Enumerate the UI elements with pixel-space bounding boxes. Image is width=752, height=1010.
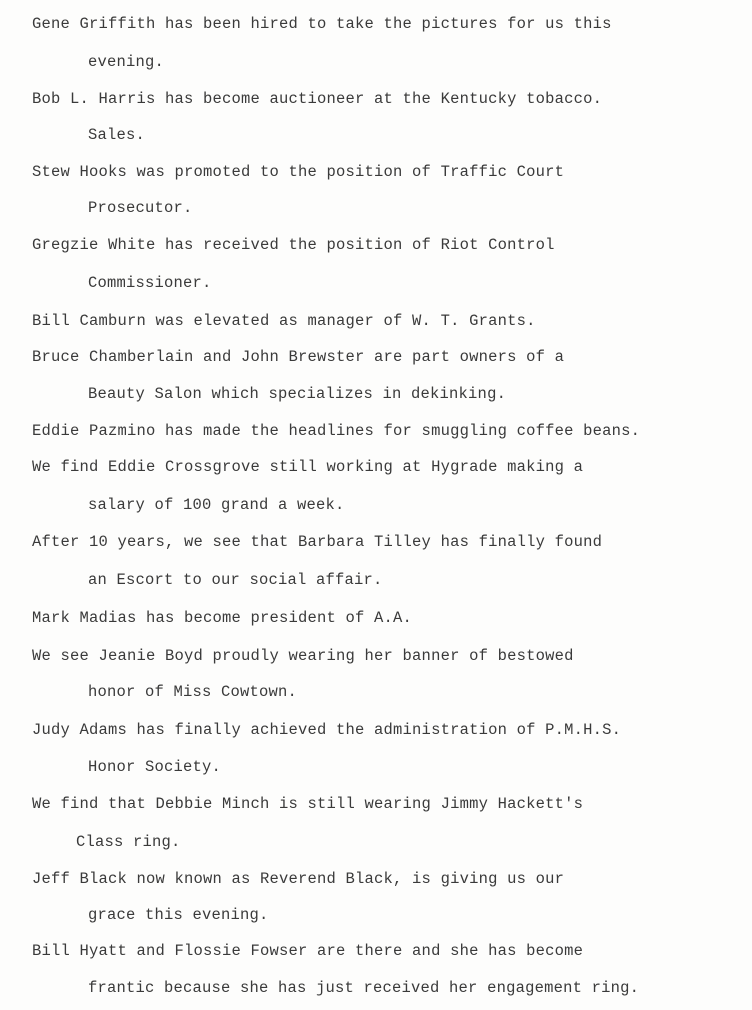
entry-14-line-2: grace this evening.	[88, 906, 269, 924]
entry-13-line-1: We find that Debbie Minch is still wearing Jimmy Hackett's	[32, 795, 584, 813]
entry-14-line-1: Jeff Black now known as Reverend Black, is giving us our	[32, 870, 565, 888]
entry-1-line-1: Gene Griffith has been hired to take the pictures for us this	[32, 15, 612, 33]
entry-9-line-2: an Escort to our social affair.	[88, 571, 383, 589]
entry-5-line-1: Bill Camburn was elevated as manager of W. T. Grants.	[32, 312, 536, 330]
entry-3-line-2: Prosecutor.	[88, 199, 193, 217]
entry-15-line-2: frantic because she has just received her engagement ring.	[88, 979, 640, 997]
entry-11-line-2: honor of Miss Cowtown.	[88, 683, 298, 701]
entry-11-line-1: We see Jeanie Boyd proudly wearing her banner of bestowed	[32, 647, 574, 665]
entry-1-line-2: evening.	[88, 53, 165, 71]
entry-6-line-1: Bruce Chamberlain and John Brewster are part owners of a	[32, 348, 565, 366]
entry-3-line-1: Stew Hooks was promoted to the position of Traffic Court	[32, 163, 565, 181]
entry-8-line-1: We find Eddie Crossgrove still working at Hygrade making a	[32, 458, 584, 476]
entry-7-line-1: Eddie Pazmino has made the headlines for smuggling coffee beans.	[32, 422, 641, 440]
entry-9-line-1: After 10 years, we see that Barbara Tilley has finally found	[32, 533, 603, 551]
entry-6-line-2: Beauty Salon which specializes in dekinking.	[88, 385, 507, 403]
entry-2-line-2: Sales.	[88, 126, 146, 144]
entry-4-line-1: Gregzie White has received the position of Riot Control	[32, 236, 555, 254]
entry-4-line-2: Commissioner.	[88, 274, 212, 292]
entry-8-line-2: salary of 100 grand a week.	[88, 496, 345, 514]
entry-13-line-2: Class ring.	[76, 833, 181, 851]
entry-15-line-1: Bill Hyatt and Flossie Fowser are there and she has become	[32, 942, 584, 960]
entry-12-line-1: Judy Adams has finally achieved the administration of P.M.H.S.	[32, 721, 622, 739]
entry-2-line-1: Bob L. Harris has become auctioneer at the Kentucky tobacco.	[32, 90, 603, 108]
entry-10-line-1: Mark Madias has become president of A.A.	[32, 609, 413, 627]
entry-12-line-2: Honor Society.	[88, 758, 222, 776]
